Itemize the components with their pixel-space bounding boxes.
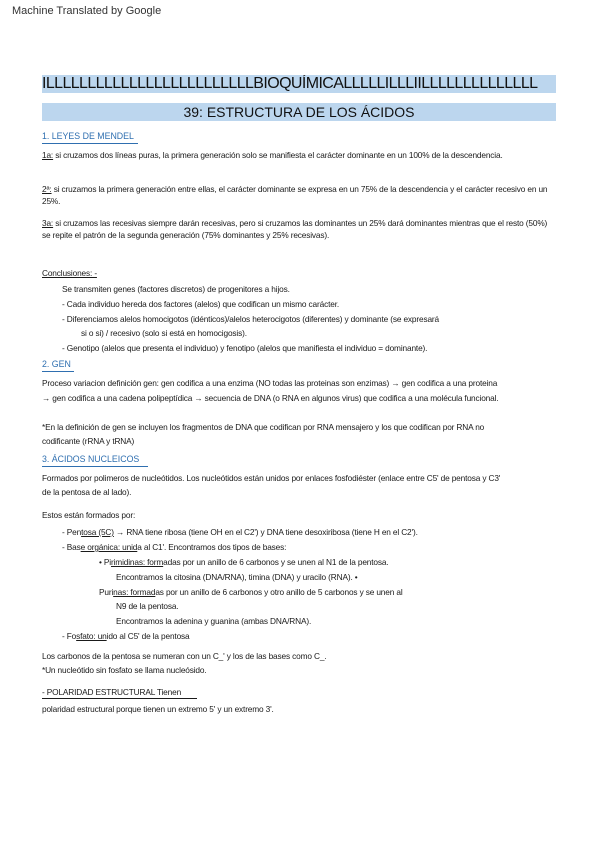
phosphate-item: - Fosfato: unido al C5' de la pentosa [62, 631, 190, 641]
section-heading-acidos: 3. ÁCIDOS NUCLEICOS [42, 454, 140, 464]
page-title: 39: ESTRUCTURA DE LOS ÁCIDOS [42, 103, 556, 121]
gen-note: *En la definición de gen se incluyen los fragmentos de DNA que codifican por RNA mensajero y los que codifican por RNA no [42, 422, 485, 432]
carbon-numbering: Los carbonos de la pentosa se numeran con un C_' y los de las bases como C_. [42, 651, 327, 661]
conclusions-label: Conclusiones: - [42, 268, 97, 278]
machine-translated-note: Machine Translated by Google [12, 5, 162, 17]
formed-by-label: Estos están formados por: [42, 510, 136, 520]
nucleic-acids-text-cont: de la pentosa de al lado). [42, 487, 132, 497]
conclusion-item: - Diferenciamos alelos homocigotos (idénticos)/alelos heterocigotos (diferentes) y dominante (se expresará [62, 314, 440, 324]
heading-underline [42, 143, 138, 144]
nucleoside-note: *Un nucleótido sin fosfato se llama nucleósido. [42, 665, 207, 675]
polarity-text: polaridad estructural porque tienen un extremo 5' y un extremo 3'. [42, 704, 274, 714]
gen-note-cont: codificante (rRNA y tRNA) [42, 436, 135, 446]
purines-item: Purinas: formadas por un anillo de 6 carbonos y otro anillo de 5 carbonos y se unen al [99, 587, 403, 597]
purines-examples: Encontramos la adenina y guanina (ambas DNA/RNA). [116, 616, 312, 626]
section-heading-gen: 2. GEN [42, 359, 71, 369]
polarity-heading: - POLARIDAD ESTRUCTURAL Tienen [42, 687, 182, 697]
mendel-law-3: 3a: si cruzamos las recesivas siempre darán recesivas, pero si cruzamos las dominantes un 25% dará dominantes mientras que el resto (50%) se repite el patrón de la segunda generación (75% dominantes y 25% recesivas). [42, 218, 548, 240]
gen-definition-cont: → gen codifica a una cadena polipeptídica → secuencia de DNA (o RNA en algunos virus) que codifica a una molécula funcional. [42, 393, 499, 403]
nucleic-acids-text: Formados por polimeros de nucleótidos. Los nucleótidos están unidos por enlaces fosfodiéster (enlace entre C5' de pentosa y C3' [42, 473, 501, 483]
pentose-item: - Pentosa (5C) → RNA tiene ribosa (tiene OH en el C2') y DNA tiene desoxiribosa (tiene H en el C2'). [62, 527, 418, 537]
heading-underline [42, 466, 148, 467]
pyrimidines-examples: Encontramos la citosina (DNA/RNA), timina (DNA) y uracilo (RNA). • [116, 572, 358, 582]
purines-item-cont: N9 de la pentosa. [116, 601, 179, 611]
pyrimidines-item: • Pirimidinas: formadas por un anillo de 6 carbonos y se unen al N1 de la pentosa. [99, 557, 389, 567]
mendel-law-1: 1a: si cruzamos dos líneas puras, la primera generación solo se manifiesta el carácter dominante en un 100% de la descendencia. [42, 150, 503, 160]
mendel-law-2: 2ª: si cruzamos la primera generación entre ellas, el carácter dominante se expresa en un 75% de la descendencia y el carácter recesivo en un 25%. [42, 184, 548, 206]
conclusion-item-cont: si o si) / recesivo (solo si está en homocigosis). [81, 328, 247, 338]
gen-definition: Proceso variacion definición gen: gen codifica a una enzima (NO todas las proteinas son enzimas) → gen codifica a una proteina [42, 378, 498, 388]
conclusion-item: - Cada individuo hereda dos factores (alelos) que codifican un mismo carácter. [62, 299, 339, 309]
subject-banner: ILLLLLLLLLLLLLLLLLLLLLLLLLBIOQUÍMICALLLLLILLLIILLLLLLLLLLLLLL [42, 75, 556, 93]
conclusion-item: Se transmiten genes (factores discretos) de progenitores a hijos. [62, 284, 290, 294]
section-heading-mendel: 1. LEYES DE MENDEL [42, 131, 134, 141]
heading-underline [42, 698, 197, 699]
heading-underline [42, 371, 74, 372]
base-item: - Base orgánica: unida al C1'. Encontramos dos tipos de bases: [62, 542, 287, 552]
conclusion-item: - Genotipo (alelos que presenta el individuo) y fenotipo (alelos que manifiesta el individuo = dominante). [62, 343, 428, 353]
